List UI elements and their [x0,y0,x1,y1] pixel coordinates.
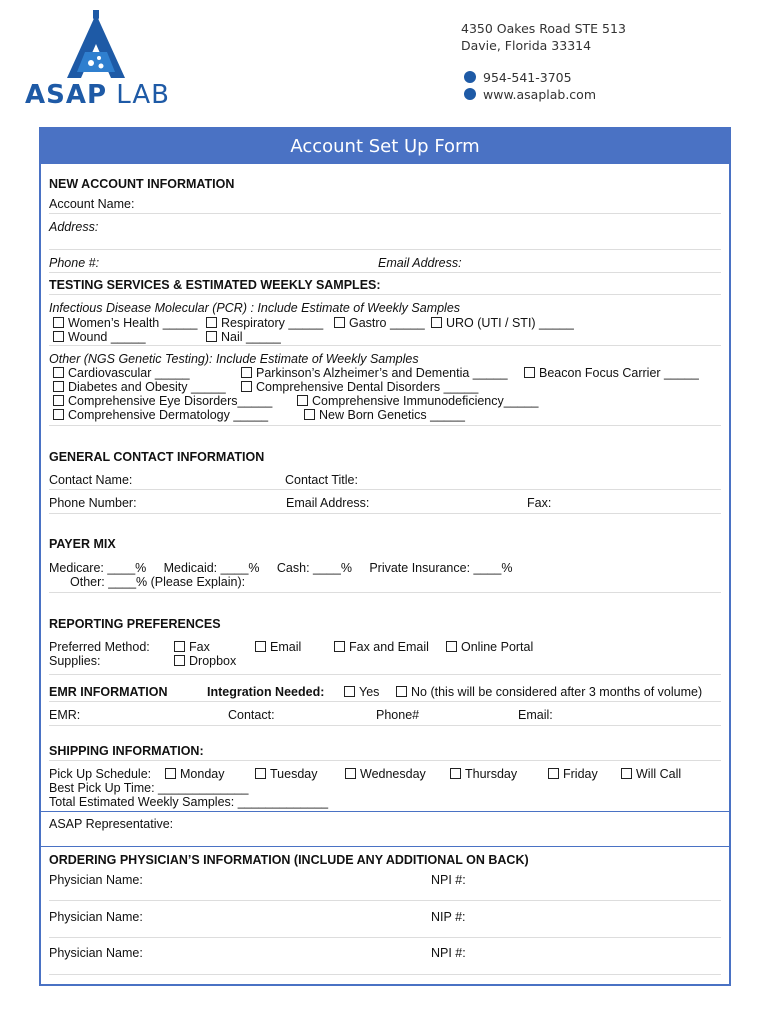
total-weekly-samples-field[interactable]: Total Estimated Weekly Samples: _____________ [49,795,329,809]
wound-option[interactable]: Wound _____ [53,330,146,344]
checkbox-icon [297,395,308,406]
physician-name-field-2[interactable]: Physician Name: [49,910,143,924]
contact-email-field[interactable]: Email Address: [286,496,370,510]
phone-icon [464,71,476,83]
method-portal-option[interactable]: Online Portal [446,640,533,654]
best-pickup-time-field[interactable]: Best Pick Up Time: _____________ [49,781,249,795]
email-field[interactable]: Email Address: [378,256,462,270]
checkbox-icon [53,331,64,342]
dental-option[interactable]: Comprehensive Dental Disorders _____ [241,380,478,394]
checkbox-icon [396,686,407,697]
emr-field[interactable]: EMR: [49,708,81,722]
checkbox-icon [53,367,64,378]
pickup-tuesday-option[interactable]: Tuesday [255,767,317,781]
checkbox-icon [53,317,64,328]
website-contact[interactable]: www.asaplab.com [483,87,596,102]
checkbox-icon [255,768,266,779]
reporting-heading: REPORTING PREFERENCES [49,617,221,631]
payer-mix-heading: PAYER MIX [49,537,116,551]
checkbox-icon [174,655,185,666]
emr-contact-field[interactable]: Contact: [228,708,275,722]
integration-yes-option[interactable]: Yes [344,685,379,699]
checkbox-icon [431,317,442,328]
checkbox-icon [344,686,355,697]
form-title: Account Set Up Form [41,129,729,164]
payer-other-line[interactable]: Other: ____% (Please Explain): [70,575,246,589]
checkbox-icon [334,317,345,328]
shipping-heading: SHIPPING INFORMATION: [49,744,204,758]
pickup-schedule-label: Pick Up Schedule: [49,767,152,781]
checkbox-icon [165,768,176,779]
contact-name-field[interactable]: Contact Name: [49,473,133,487]
checkbox-icon [206,331,217,342]
npi-field-1[interactable]: NPI #: [431,873,466,887]
newborn-option[interactable]: New Born Genetics _____ [304,408,465,422]
address-line-1: 4350 Oakes Road STE 513 [461,21,626,36]
pcr-note: Infectious Disease Molecular (PCR) : Include Estimate of Weekly Samples [49,301,461,315]
preferred-method-label: Preferred Method: [49,640,150,654]
emr-heading: EMR INFORMATION [49,685,168,699]
checkbox-icon [446,641,457,652]
pickup-wednesday-option[interactable]: Wednesday [345,767,426,781]
checkbox-icon [241,367,252,378]
pickup-friday-option[interactable]: Friday [548,767,598,781]
logo-wordmark: ASAP LAB [25,80,171,110]
uro-option[interactable]: URO (UTI / STI) _____ [431,316,574,330]
respiratory-option[interactable]: Respiratory _____ [206,316,323,330]
integration-no-option[interactable]: No (this will be considered after 3 months of volume) [396,685,702,699]
checkbox-icon [621,768,632,779]
phone-number-field[interactable]: Phone Number: [49,496,137,510]
checkbox-icon [524,367,535,378]
general-contact-heading: GENERAL CONTACT INFORMATION [49,450,265,464]
parkinsons-option[interactable]: Parkinson’s Alzheimer’s and Dementia _____ [241,366,508,380]
cardiovascular-option[interactable]: Cardiovascular _____ [53,366,190,380]
dermatology-option[interactable]: Comprehensive Dermatology _____ [53,408,268,422]
method-fax-email-option[interactable]: Fax and Email [334,640,429,654]
checkbox-icon [174,641,185,652]
new-account-heading: NEW ACCOUNT INFORMATION [49,177,235,191]
checkbox-icon [53,381,64,392]
emr-email-field[interactable]: Email: [518,708,553,722]
checkbox-icon [53,409,64,420]
flask-logo-icon [63,8,129,80]
integration-label: Integration Needed: [207,685,325,699]
checkbox-icon [548,768,559,779]
checkbox-icon [206,317,217,328]
checkbox-icon [53,395,64,406]
phone-contact: 954-541-3705 [483,70,572,85]
checkbox-icon [241,381,252,392]
checkbox-icon [255,641,266,652]
beacon-option[interactable]: Beacon Focus Carrier _____ [524,366,699,380]
diabetes-option[interactable]: Diabetes and Obesity _____ [53,380,226,394]
pickup-thursday-option[interactable]: Thursday [450,767,517,781]
supplies-dropbox-option[interactable]: Dropbox [174,654,236,668]
nail-option[interactable]: Nail _____ [206,330,281,344]
checkbox-icon [304,409,315,420]
contact-title-field[interactable]: Contact Title: [285,473,358,487]
womens-health-option[interactable]: Women’s Health _____ [53,316,197,330]
asap-representative-field[interactable]: ASAP Representative: [49,817,174,831]
eye-option[interactable]: Comprehensive Eye Disorders_____ [53,394,272,408]
checkbox-icon [450,768,461,779]
physician-heading: ORDERING PHYSICIAN’S INFORMATION (INCLUDE ANY ADDITIONAL ON BACK) [49,853,529,867]
checkbox-icon [345,768,356,779]
payer-mix-line[interactable]: Medicare: ____% Medicaid: ____% Cash: ____% Private Insurance: ____% [49,561,513,575]
checkbox-icon [334,641,345,652]
address-field[interactable]: Address: [49,220,99,234]
account-setup-form [39,127,731,986]
address-line-2: Davie, Florida 33314 [461,38,592,53]
ngs-note: Other (NGS Genetic Testing): Include Estimate of Weekly Samples [49,352,419,366]
npi-field-3[interactable]: NPI #: [431,946,466,960]
pickup-monday-option[interactable]: Monday [165,767,224,781]
testing-heading: TESTING SERVICES & ESTIMATED WEEKLY SAMPLES: [49,278,381,292]
npi-field-2[interactable]: NIP #: [431,910,466,924]
emr-phone-field[interactable]: Phone# [376,708,420,722]
method-email-option[interactable]: Email [255,640,301,654]
fax-field[interactable]: Fax: [527,496,552,510]
physician-name-field-1[interactable]: Physician Name: [49,873,143,887]
account-name-field[interactable]: Account Name: [49,197,135,211]
pickup-will-call-option[interactable]: Will Call [621,767,681,781]
supplies-label: Supplies: [49,654,101,668]
physician-name-field-3[interactable]: Physician Name: [49,946,143,960]
immunodeficiency-option[interactable]: Comprehensive Immunodeficiency_____ [297,394,539,408]
gastro-option[interactable]: Gastro _____ [334,316,425,330]
globe-icon [464,88,476,100]
method-fax-option[interactable]: Fax [174,640,210,654]
phone-field[interactable]: Phone #: [49,256,100,270]
